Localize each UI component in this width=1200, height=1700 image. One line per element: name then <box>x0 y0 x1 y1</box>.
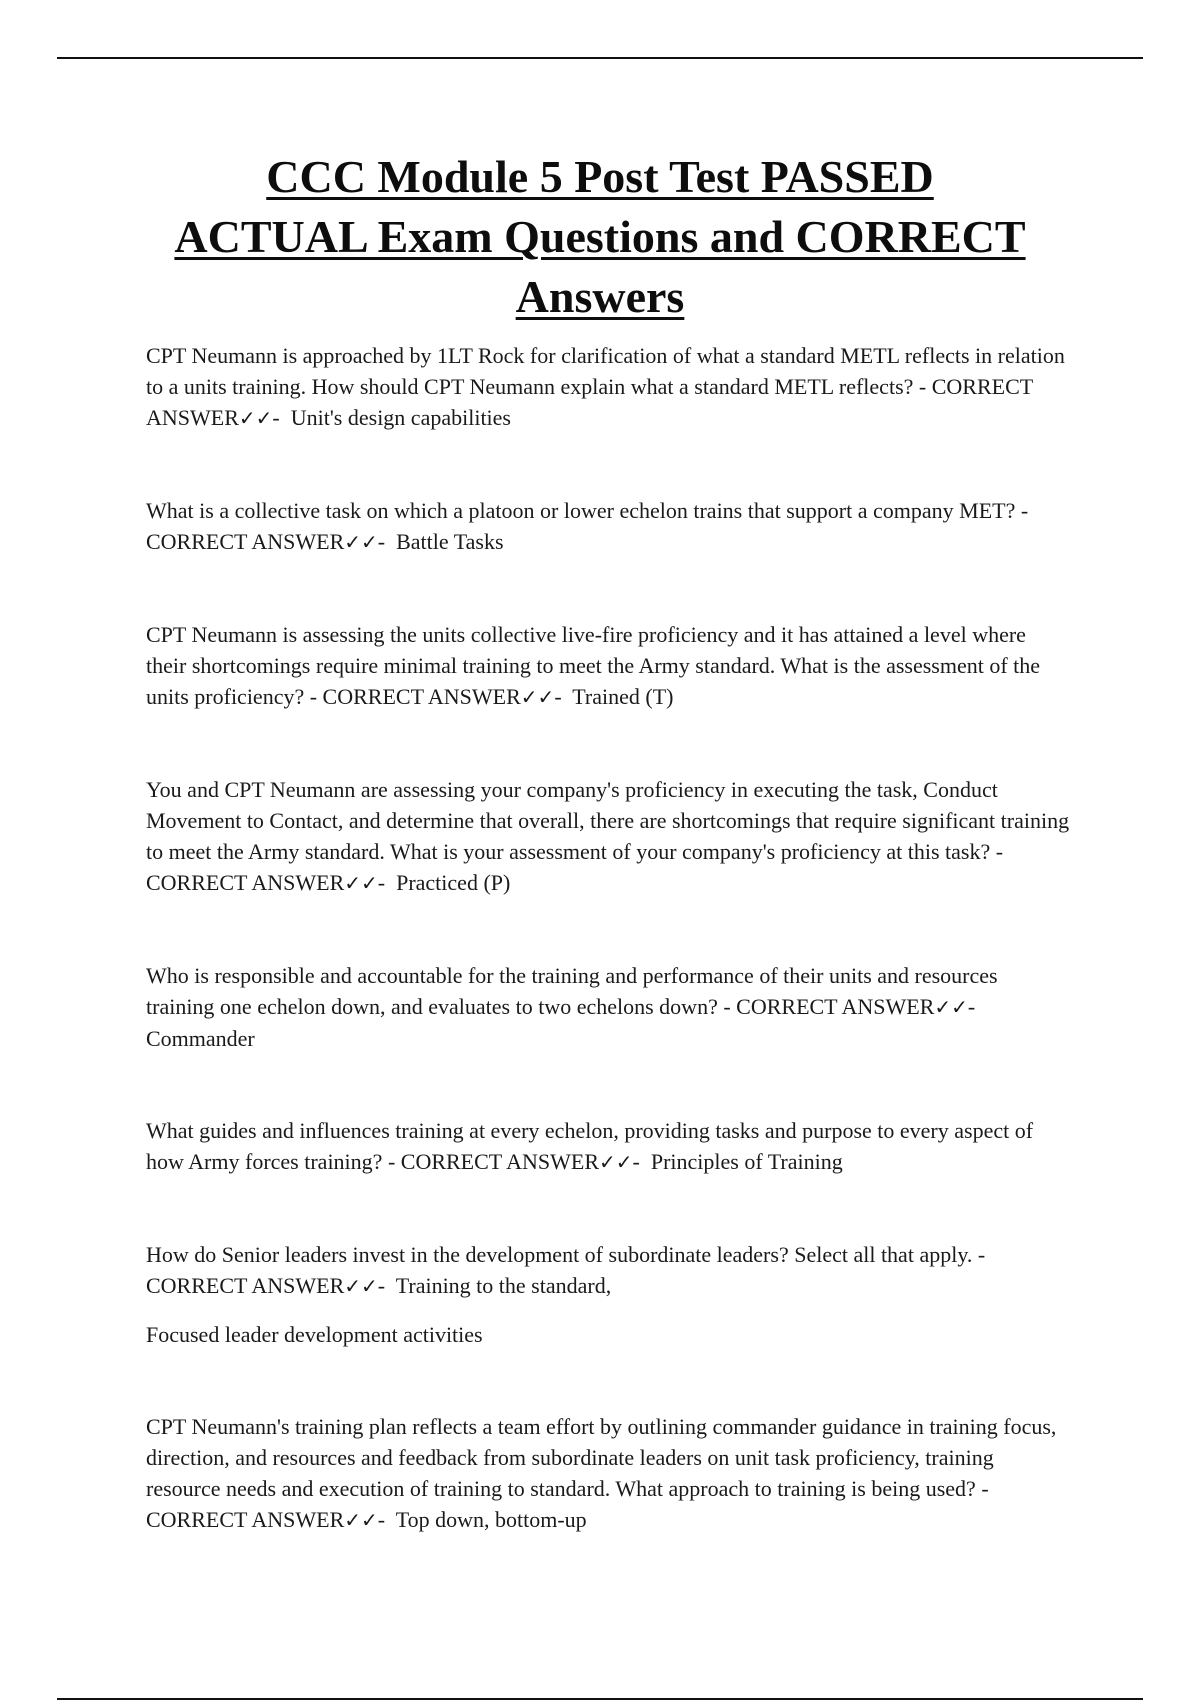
question-text: Who is responsible and accountable for the training and performance of their units and resources training one echelon down, and evaluates to two echelons down? <box>146 963 998 1019</box>
answer-text: Practiced (P) <box>396 870 511 895</box>
answer-marker: - CORRECT ANSWER <box>309 684 521 709</box>
qa-text: CPT Neumann's training plan reflects a team effort by outlining commander guidance in training focus, direction, and resources and feedback from subordinate leaders on unit task proficiency, training resource needs and execution of training to standard. What approach to training is being used? - CORRECT ANSWER✓✓- Top down, bottom-up <box>146 1414 1057 1532</box>
answer-text: Trained (T) <box>572 684 674 709</box>
double-check-icon: ✓✓ <box>344 871 378 895</box>
qa-list <box>146 340 1071 1597</box>
double-check-icon: ✓✓ <box>599 1150 633 1174</box>
qa-item-7 <box>146 1239 1071 1350</box>
double-check-icon: ✓✓ <box>934 995 968 1019</box>
title-line-3: Answers <box>515 271 685 322</box>
answer-text: Principles of Training <box>650 1149 843 1174</box>
answer-continuation: Focused leader development activities <box>146 1322 483 1347</box>
question-text: How do Senior leaders invest in the development of subordinate leaders? Select all that apply. <box>146 1242 973 1267</box>
answer-marker: - CORRECT ANSWER <box>387 1149 599 1174</box>
top-rule <box>57 57 1143 59</box>
answer-text: Battle Tasks <box>396 529 504 554</box>
question-text: CPT Neumann's training plan reflects a team effort by outlining commander guidance in training focus, direction, and resources and feedback from subordinate leaders on unit task proficiency, training resource needs and execution of training to standard. What approach to training is being used? <box>146 1414 1057 1501</box>
double-check-icon: ✓✓ <box>344 530 378 554</box>
double-check-icon: ✓✓ <box>520 685 555 709</box>
question-text: CPT Neumann is approached by 1LT Rock for clarification of what a standard METL reflects in relation to a units training. How should CPT Neumann explain what a standard METL reflects? <box>146 343 1065 399</box>
answer-marker: - CORRECT ANSWER <box>146 1476 989 1532</box>
answer-marker: - CORRECT ANSWER <box>146 839 1004 895</box>
qa-text: CPT Neumann is approached by 1LT Rock for clarification of what a standard METL reflects in relation to a units training. How should CPT Neumann explain what a standard METL reflects? - CORRECT ANSWER✓✓- Unit's design capabilities <box>146 343 1065 430</box>
answer-text: Unit's design capabilities <box>290 405 511 430</box>
answer-marker: - CORRECT ANSWER <box>146 374 1033 430</box>
qa-item-6 <box>146 1115 1071 1178</box>
qa-item-5 <box>146 960 1071 1054</box>
qa-text: You and CPT Neumann are assessing your company's proficiency in executing the task, Conduct Movement to Contact, and determine that overall, there are shortcomings that require significant training to meet the Army standard. What is your assessment of your company's proficiency at this task? - CORRECT ANSWER✓✓- Practiced (P) <box>146 777 1070 895</box>
document-title <box>100 147 1100 327</box>
qa-text: What guides and influences training at every echelon, providing tasks and purpose to every aspect of how Army forces training? - CORRECT ANSWER✓✓- Principles of Training <box>146 1118 1034 1174</box>
double-check-icon: ✓✓ <box>344 1508 378 1532</box>
qa-text: How do Senior leaders invest in the development of subordinate leaders? Select all that apply. - CORRECT ANSWER✓✓- Training to the standard, <box>146 1242 986 1298</box>
answer-text: Commander <box>146 1026 255 1051</box>
qa-item-4 <box>146 774 1071 899</box>
qa-item-2 <box>146 495 1071 558</box>
question-text: You and CPT Neumann are assessing your company's proficiency in executing the task, Conduct Movement to Contact, and determine that overall, there are shortcomings that require significant training to meet the Army standard. What is your assessment of your company's proficiency at this task? <box>146 777 1070 864</box>
qa-text: Who is responsible and accountable for the training and performance of their units and resources training one echelon down, and evaluates to two echelons down? - CORRECT ANSWER✓✓- Commander <box>146 963 998 1051</box>
double-check-icon: ✓✓ <box>238 406 273 430</box>
title-line-2: ACTUAL Exam Questions and CORRECT <box>174 211 1026 262</box>
qa-item-3 <box>146 619 1071 713</box>
question-text: What is a collective task on which a platoon or lower echelon trains that support a company MET? <box>146 498 1016 523</box>
answer-marker: - CORRECT ANSWER <box>146 498 1029 554</box>
question-text: What guides and influences training at every echelon, providing tasks and purpose to every aspect of how Army forces training? <box>146 1118 1034 1174</box>
qa-item-8 <box>146 1411 1071 1536</box>
double-check-icon: ✓✓ <box>344 1274 378 1298</box>
answer-marker: - CORRECT ANSWER <box>146 1242 986 1298</box>
answer-marker: - CORRECT ANSWER <box>723 994 935 1019</box>
qa-item-1 <box>146 340 1071 434</box>
qa-text: What is a collective task on which a platoon or lower echelon trains that support a company MET? - CORRECT ANSWER✓✓- Battle Tasks <box>146 498 1029 554</box>
title-line-1: CCC Module 5 Post Test PASSED <box>266 151 934 202</box>
answer-text: Top down, bottom-up <box>395 1507 587 1532</box>
question-text: CPT Neumann is assessing the units collective live-fire proficiency and it has attained a level where their shortcomings require minimal training to meet the Army standard. What is the assessment of the units proficiency? <box>146 622 1041 709</box>
qa-text: CPT Neumann is assessing the units collective live-fire proficiency and it has attained a level where their shortcomings require minimal training to meet the Army standard. What is the assessment of the units proficiency? - CORRECT ANSWER✓✓- Trained (T) <box>146 622 1041 709</box>
answer-text: Training to the standard, <box>395 1273 612 1298</box>
